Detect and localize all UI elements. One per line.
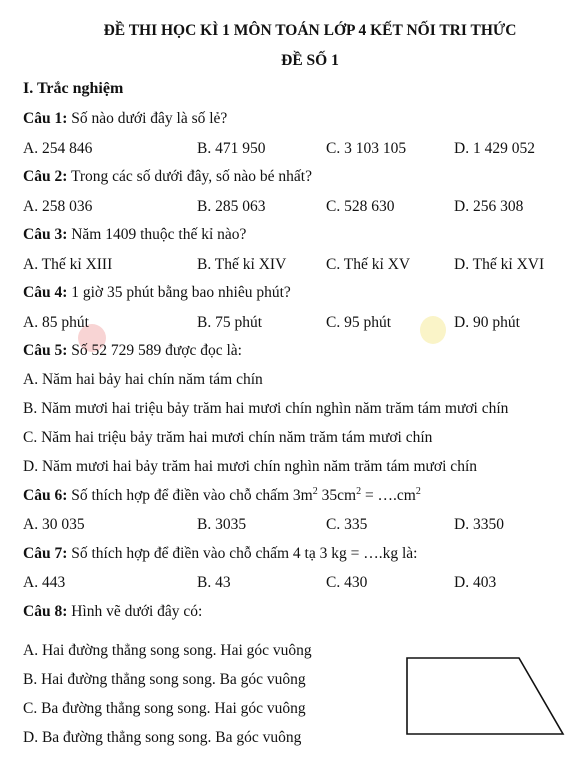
question-text-post: = ….cm: [361, 487, 416, 504]
option-d: D. 403: [454, 574, 497, 591]
option-a: A. 258 036: [23, 198, 93, 215]
option-a: A. 254 846: [23, 140, 93, 157]
exam-title: ĐỀ THI HỌC KÌ 1 MÔN TOÁN LỚP 4 KẾT NỐI TRI THỨC: [103, 22, 517, 39]
question-text: Số 52 729 589 được đọc là:: [67, 342, 242, 359]
question-text: Năm 1409 thuộc thế kỉ nào?: [67, 226, 247, 243]
option-a: A. Năm hai bảy hai chín năm tám chín: [23, 371, 263, 388]
question-text-mid: 35cm: [317, 487, 357, 504]
question-4: [23, 284, 291, 302]
question-text: Số thích hợp để điền vào chỗ chấm 4 tạ 3 kg = ….kg là:: [67, 545, 418, 562]
question-2: [23, 168, 312, 186]
question-text-pre: Số thích hợp để điền vào chỗ chấm 3m: [67, 487, 313, 504]
option-c: C. Năm hai triệu bảy trăm hai mươi chín năm trăm tám mươi chín: [23, 429, 433, 446]
option-b: B. 43: [197, 574, 231, 591]
option-a: A. 443: [23, 574, 66, 591]
question-label: Câu 3:: [23, 226, 68, 243]
option-d: D. Thế kỉ XVI: [454, 256, 545, 273]
question-label: Câu 1:: [23, 110, 68, 127]
option-a: A. 30 035: [23, 516, 85, 533]
option-d: D. 1 429 052: [454, 140, 535, 157]
option-d: D. 256 308: [454, 198, 524, 215]
option-b: B. 285 063: [197, 198, 266, 215]
question-text: Trong các số dưới đây, số nào bé nhất?: [67, 168, 312, 185]
option-a: A. Thế kỉ XIII: [23, 256, 113, 273]
question-label: Câu 8:: [23, 603, 68, 620]
question-3: [23, 226, 246, 244]
option-a: A. 85 phút: [23, 314, 89, 331]
option-b: B. 471 950: [197, 140, 266, 157]
option-b: B. Hai đường thẳng song song. Ba góc vuông: [23, 671, 306, 688]
option-c: C. 95 phút: [326, 314, 392, 331]
option-a: A. Hai đường thẳng song song. Hai góc vuông: [23, 642, 312, 659]
option-c: C. 335: [326, 516, 368, 533]
exam-subtitle: ĐỀ SỐ 1: [281, 52, 339, 69]
question-label: Câu 2:: [23, 168, 68, 185]
option-c: C. 3 103 105: [326, 140, 407, 157]
decor-yellow-blob: [420, 316, 446, 344]
trapezoid-shape: [407, 658, 563, 734]
superscript: 2: [415, 485, 421, 497]
option-c: C. 528 630: [326, 198, 395, 215]
question-text: Hình vẽ dưới đây có:: [67, 603, 203, 620]
question-label: Câu 7:: [23, 545, 68, 562]
option-b: B. 3035: [197, 516, 247, 533]
question-label: Câu 5:: [23, 342, 68, 359]
question-6: [23, 487, 421, 505]
option-c: C. 430: [326, 574, 368, 591]
question-text: 1 giờ 35 phút bằng bao nhiêu phút?: [67, 284, 291, 301]
question-5: [23, 342, 242, 360]
option-d: D. Năm mươi hai bảy trăm hai mươi chín nghìn năm trăm tám mươi chín: [23, 458, 477, 475]
question-7: [23, 545, 417, 563]
option-c: C. Ba đường thẳng song song. Hai góc vuông: [23, 700, 306, 717]
question-8: [23, 603, 202, 621]
question-label: Câu 4:: [23, 284, 68, 301]
trapezoid-figure: [404, 655, 566, 737]
option-d: D. Ba đường thẳng song song. Ba góc vuông: [23, 729, 302, 746]
superscript: 2: [312, 485, 318, 497]
section-title: I. Trắc nghiệm: [23, 80, 124, 97]
question-1: [23, 110, 227, 128]
option-d: D. 3350: [454, 516, 504, 533]
option-b: B. Thế kỉ XIV: [197, 256, 287, 273]
option-b: B. 75 phút: [197, 314, 263, 331]
question-label: Câu 6:: [23, 487, 68, 504]
option-b: B. Năm mươi hai triệu bảy trăm hai mươi chín nghìn năm trăm tám mươi chín: [23, 400, 509, 417]
option-c: C. Thế kỉ XV: [326, 256, 411, 273]
option-d: D. 90 phút: [454, 314, 520, 331]
question-text: Số nào dưới đây là số lẻ?: [67, 110, 228, 127]
superscript: 2: [356, 485, 362, 497]
